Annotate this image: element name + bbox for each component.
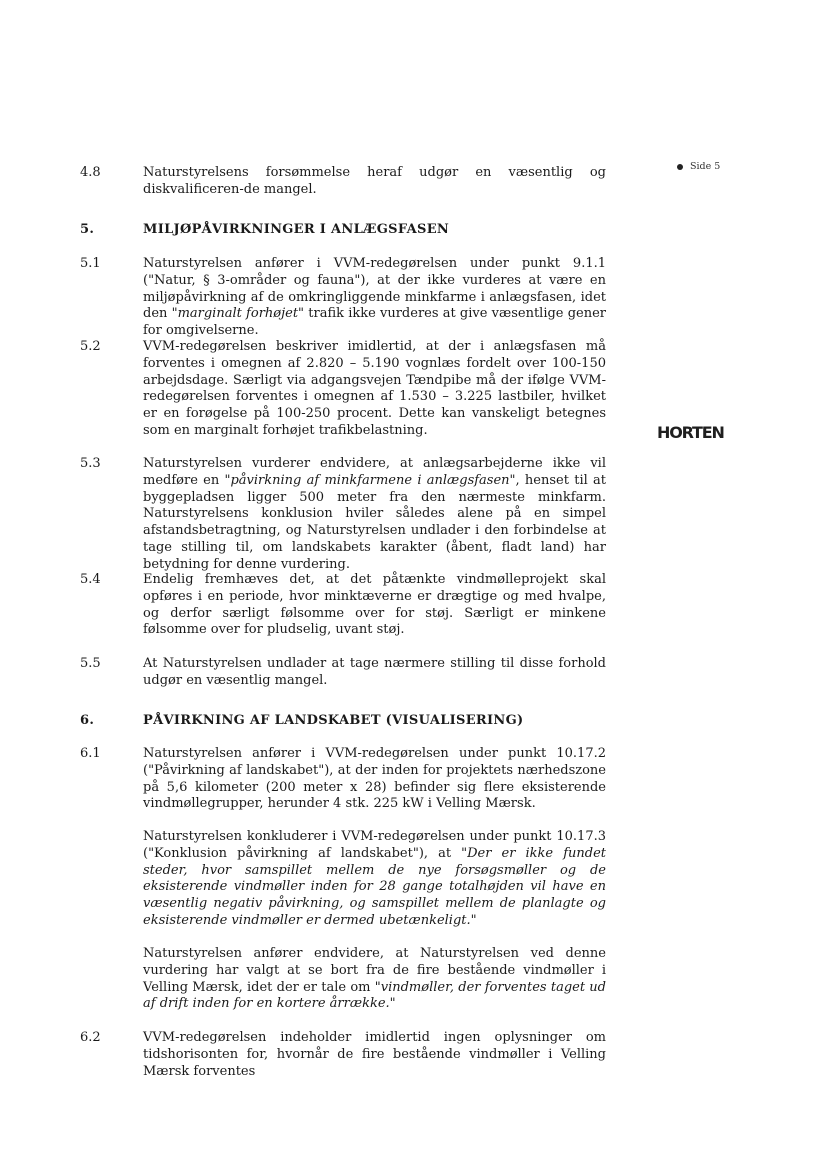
paragraph-4-8 <box>80 165 606 199</box>
paragraph-6-1-continuation-1: Naturstyrelsen konkluderer i VVM-redegørelsen under punkt 10.17.3 ("Konklusion påvirkning af landskabet"), at "Der er ikke fundet steder, hvor samspillet mellem de nye forsøgsmøller og de eksisterende vindmøller inden for 28 gange totalhøjden vil have en væsentlig negativ påvirkning, og samspillet mellem de planlagte og eksisterende vindmøller er dermed ubetænkeligt." <box>143 829 606 928</box>
paragraph-text: Naturstyrelsens forsømmelse heraf udgør en væsentlig og diskvalificeren-de mangel. <box>143 165 606 197</box>
section-heading-6 <box>80 713 606 730</box>
horten-logo: HORTEN <box>657 423 724 442</box>
paragraph-text: At Naturstyrelsen undlader at tage nærmere stilling til disse forhold udgør en væsentlig mangel. <box>143 656 606 688</box>
paragraph-5-4 <box>80 572 606 639</box>
paragraph-text: Endelig fremhæves det, at det påtænkte vindmølleprojekt skal opføres i en periode, hvor minktæverne er drægtige og med hvalpe, og derfor særligt følsomme over for støj. Særligt er minkene følsomme over for pludselig, uvant støj. <box>143 572 606 638</box>
paragraph-text: Naturstyrelsen anfører i VVM-redegørelsen under punkt 10.17.2 ("Påvirkning af landskabet"), at der inden for projektets nærhedszone på 5,6 kilometer (200 meter x 28) befinder sig flere eksisterende vindmøllegrupper, herunder 4 stk. 225 kW i Velling Mærsk. <box>143 746 606 812</box>
paragraph-number: 5.2 <box>80 339 101 354</box>
page-number-label: Side 5 <box>690 161 721 172</box>
bullet-icon <box>677 164 683 170</box>
paragraph-number: 5.1 <box>80 256 101 271</box>
paragraph-number: 5.5 <box>80 656 101 671</box>
paragraph-text: Naturstyrelsen anfører i VVM-redegørelsen under punkt 9.1.1 ("Natur, § 3-områder og fauna"), at der ikke vurderes at være en miljøpåvirkning af de omkringliggende minkfarme i anlægsfasen, idet den "marginalt forhøjet" trafik ikke vurderes at give væsentlige gener for omgivelserne. <box>143 256 606 339</box>
paragraph-5-5 <box>80 656 606 690</box>
section-title: PÅVIRKNING AF LANDSKABET (VISUALISERING) <box>143 713 524 728</box>
paragraph-number: 5.3 <box>80 456 101 471</box>
paragraph-5-3 <box>80 456 606 574</box>
section-number: 5. <box>80 222 95 237</box>
section-heading-5 <box>80 222 606 239</box>
paragraph-6-1-continuation-2: Naturstyrelsen anfører endvidere, at Naturstyrelsen ved denne vurdering har valgt at se bort fra de fire bestående vindmøller i Velling Mærsk, idet der er tale om "vindmøller, der forventes taget ud af drift inden for en kortere årrække." <box>143 946 606 1012</box>
paragraph-number: 5.4 <box>80 572 101 587</box>
paragraph-6-2 <box>80 1030 606 1080</box>
paragraph-number: 6.1 <box>80 746 101 761</box>
page-indicator <box>677 161 720 172</box>
paragraph-number: 6.2 <box>80 1030 101 1045</box>
section-number: 6. <box>80 713 95 728</box>
paragraph-number: 4.8 <box>80 165 101 180</box>
section-title: MILJØPÅVIRKNINGER I ANLÆGSFASEN <box>143 222 450 237</box>
paragraph-text: VVM-redegørelsen beskriver imidlertid, at der i anlægsfasen må forventes i omegnen af 2.820 – 5.190 vognlæs fordelt over 100-150 arbejdsdage. Særligt via adgangsvejen Tændpibe må der ifølge VVM-redegørelsen forventes i omegnen af 1.530 – 3.225 lastbiler, hvilket er en forøgelse på 100-250 procent. Dette kan vanskeligt betegnes som en marginalt forhøjet trafikbelastning. <box>143 339 606 438</box>
paragraph-5-1 <box>80 256 606 340</box>
paragraph-text: VVM-redegørelsen indeholder imidlertid ingen oplysninger om tidshorisonten for, hvornår de fire bestående vindmøller i Velling Mærsk forventes <box>143 1030 606 1079</box>
paragraph-6-1 <box>80 746 606 813</box>
paragraph-text: Naturstyrelsen vurderer endvidere, at anlægsarbejderne ikke vil medføre en "påvirkning af minkfarmene i anlægsfasen", henset til at byggepladsen ligger 500 meter fra den nærmeste minkfarm. Naturstyrelsens konklusion hviler således alene på en simpel afstandsbetragtning, og Naturstyrelsen undlader i den forbindelse at tage stilling til, om landskabets karakter (åbent, fladt land) har betydning for denne vurdering. <box>143 456 607 572</box>
paragraph-5-2 <box>80 339 606 440</box>
